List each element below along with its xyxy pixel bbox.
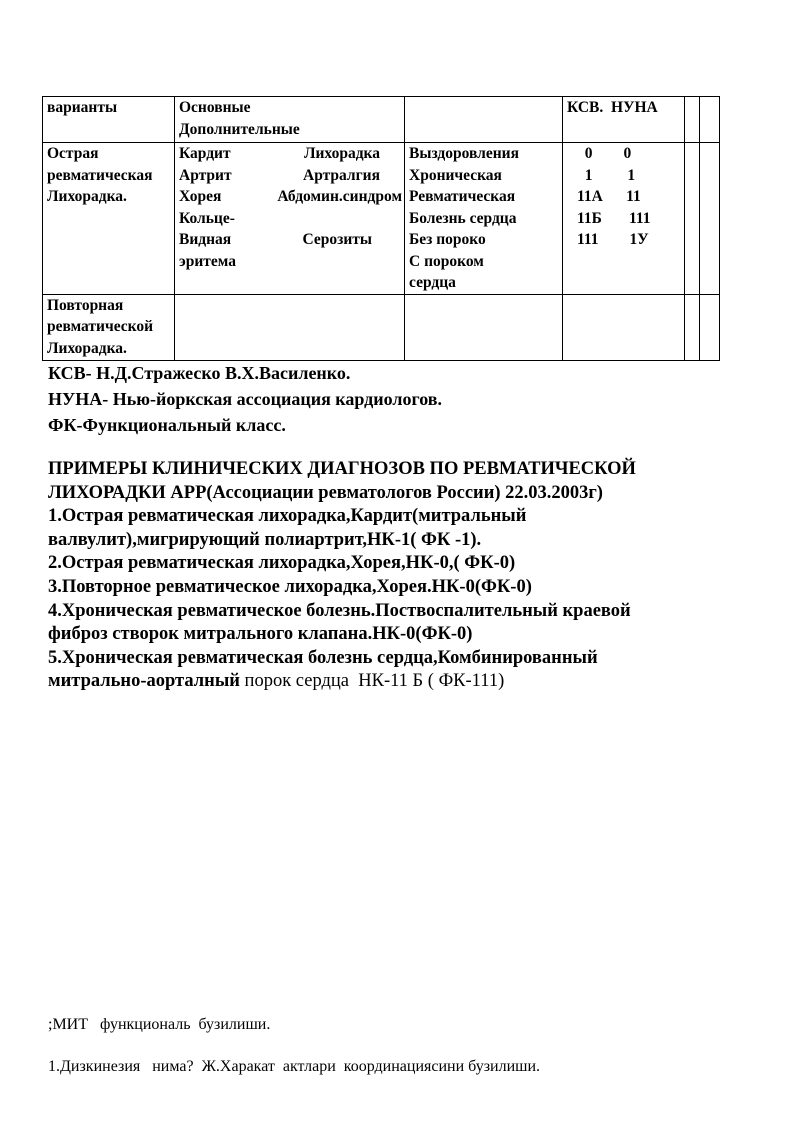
example-1-line2: валвулит),мигрирующий полиартрит,НК-1( ФК -1). [48,529,482,550]
abbreviation-definitions [48,360,442,438]
example-2: 2.Острая ревматическая лихорадка,Хорея,НК-0,( ФК-0) [48,553,516,574]
example-1-line1: 1.Острая ревматическая лихорадка,Кардит(митральный [48,506,527,527]
acute-narrow-cell-2 [700,143,720,295]
acute-class-cell: 0 0 1 1 11А 11 11Б 111 111 1У [563,143,685,295]
example-4-line1: 4.Хроническая ревматическое болезнь.Поствоспалительный краевой [48,600,631,621]
definition-fk: ФК-Функциональный класс. [48,415,286,435]
examples-heading-line1: ПРИМЕРЫ КЛИНИЧЕСКИХ ДИАГНОЗОВ ПО РЕВМАТИЧЕСКОЙ [48,459,636,479]
header-narrow-cell-2 [700,97,720,143]
recurrent-narrow-cell-2 [700,294,720,360]
example-5-bold-part: митрально-аорталный [48,671,240,692]
example-5-normal-part: порок сердца НК-11 Б ( ФК-111) [239,671,505,692]
recurrent-variant-cell: Повторная ревматической Лихорадка. [43,294,175,360]
acute-outcome-cell: Выздоровления Хроническая Ревматическая Болезнь сердца Без пороко С пороком сердца [405,143,563,295]
header-variants-cell: варианты [43,97,175,143]
table-row-acute [43,143,720,295]
recurrent-narrow-cell-1 [685,294,700,360]
table-row-recurrent [43,294,720,360]
recurrent-criteria-cell [175,294,405,360]
table-header-row [43,97,720,143]
example-5-line2 [48,670,768,694]
header-narrow-cell-1 [685,97,700,143]
header-main-cell: Основные Дополнительные [175,97,405,143]
example-3: 3.Повторное ревматическое лихорадка,Хорея.НК-0(ФК-0) [48,576,532,597]
definition-nuna: НУНА- Нью-йоркская ассоциация кардиологов. [48,389,443,409]
acute-narrow-cell-1 [685,143,700,295]
header-ksv-nuna-cell: КСВ. НУНА [563,97,685,143]
header-empty-cell [405,97,563,143]
definition-ksv: КСВ- Н.Д.Стражеско В.Х.Василенко. [48,363,351,383]
clinical-diagnosis-examples [48,458,768,694]
footer-line-2: 1.Дизкинезия нима? Ж.Харакат актлари координациясини бузилиши. [48,1058,541,1075]
classification-table [42,96,720,361]
recurrent-class-cell [563,294,685,360]
footer-line-1: ;МИТ функциональ бузилиши. [48,1016,271,1033]
acute-criteria-cell: Кардит Лихорадка Артрит Артралгия Хорея Абдомин.синдром Кольце- Видная Серозиты эритема [175,143,405,295]
acute-variant-cell: Острая ревматическая Лихорадка. [43,143,175,295]
example-5-line1: 5.Хроническая ревматическая болезнь сердца,Комбинированный [48,647,598,668]
examples-heading-line2: ЛИХОРАДКИ АРР(Ассоциации ревматологов России) 22.03.2003г) [48,482,603,503]
recurrent-outcome-cell [405,294,563,360]
example-4-line2: фиброз створок митрального клапана.НК-0(ФК-0) [48,624,473,645]
